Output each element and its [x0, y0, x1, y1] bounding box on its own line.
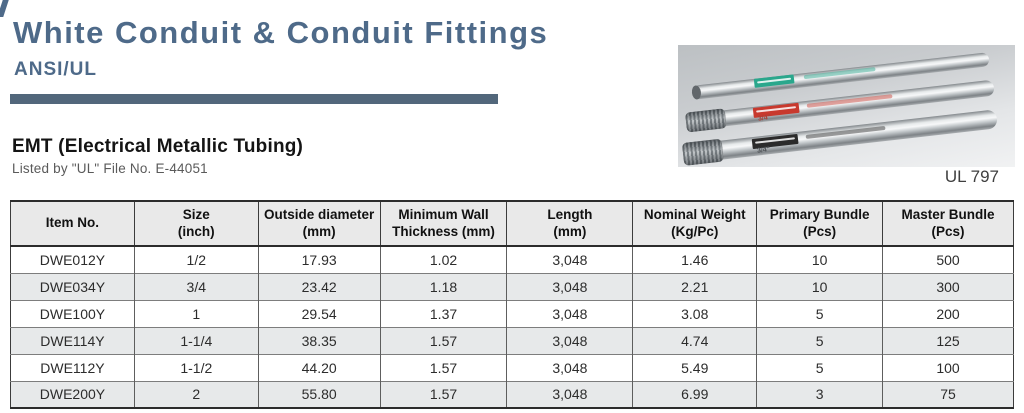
- table-cell: 1.02: [380, 246, 507, 273]
- column-header: [11, 201, 135, 246]
- table-cell: 5: [757, 354, 883, 381]
- table-cell: 75: [883, 381, 1014, 408]
- table-cell: 1: [134, 300, 258, 327]
- table-cell: 5: [757, 300, 883, 327]
- column-header-line1: Size: [182, 207, 210, 223]
- table-row: [11, 354, 1014, 381]
- table-cell: 3.08: [633, 300, 757, 327]
- table-cell: 2.21: [633, 273, 757, 300]
- table-cell: 3,048: [507, 246, 633, 273]
- table-cell: 3,048: [507, 300, 633, 327]
- column-header-line2: (inch): [177, 223, 215, 239]
- table-cell: 3,048: [507, 354, 633, 381]
- table-cell: 1-1/2: [134, 354, 258, 381]
- table-cell: 6.99: [633, 381, 757, 408]
- table-row: [11, 273, 1014, 300]
- column-header-line2: (mm): [302, 223, 336, 239]
- table-cell: 10: [757, 273, 883, 300]
- table-cell: 100: [883, 354, 1014, 381]
- ul-standard-label: UL 797: [944, 167, 999, 186]
- table-header-row: [11, 201, 1014, 246]
- table-cell: 200: [883, 300, 1014, 327]
- column-header-line2: (Kg/Pc): [671, 223, 719, 239]
- tube-label-band-teal: [754, 74, 795, 87]
- table-cell: 1.37: [380, 300, 507, 327]
- tube-print-streak: [806, 126, 886, 139]
- table-cell: 1.57: [380, 354, 507, 381]
- table-cell: 3,048: [507, 327, 633, 354]
- column-header-line1: Outside diameter: [264, 207, 375, 223]
- column-header-line2: (mm): [553, 223, 587, 239]
- table-cell: 44.20: [258, 354, 380, 381]
- tube-size-marking: 3/4": [756, 145, 771, 155]
- table-row: [11, 300, 1014, 327]
- table-cell: 1.57: [380, 381, 507, 408]
- tube-coupling: [682, 139, 724, 166]
- page-subtitle: ANSI/UL: [14, 59, 97, 80]
- section-subheading: Listed by "UL" File No. E-44051: [12, 161, 208, 176]
- table-cell: 3/4: [134, 273, 258, 300]
- table-cell: DWE112Y: [11, 354, 135, 381]
- table-cell: 1.46: [633, 246, 757, 273]
- column-header-line1: Minimum Wall: [398, 207, 489, 223]
- column-header-line1: Nominal Weight: [643, 207, 746, 223]
- emt-spec-table: [10, 200, 1014, 409]
- table-cell: 1-1/4: [134, 327, 258, 354]
- table-cell: 3,048: [507, 381, 633, 408]
- table-cell: 10: [757, 246, 883, 273]
- tube-print-streak: [807, 94, 893, 108]
- tube-open-end: [691, 85, 702, 100]
- product-photo: [678, 45, 1015, 167]
- column-header-line1: Length: [547, 207, 593, 223]
- table-cell: 1/2: [134, 246, 258, 273]
- table-cell: 300: [883, 273, 1014, 300]
- column-header: [633, 201, 757, 246]
- column-header: [134, 201, 258, 246]
- column-header: [258, 201, 380, 246]
- table-cell: 17.93: [258, 246, 380, 273]
- column-header-line1: Item No.: [45, 215, 100, 231]
- table-cell: DWE012Y: [11, 246, 135, 273]
- column-header-line2: (Pcs): [931, 223, 965, 239]
- column-header: [380, 201, 507, 246]
- title-divider-bar: [10, 94, 498, 104]
- section-heading: EMT (Electrical Metallic Tubing): [12, 136, 304, 157]
- tube-print-streak: [804, 67, 876, 79]
- table-cell: 125: [883, 327, 1014, 354]
- table-cell: 5: [757, 327, 883, 354]
- table-cell: 4.74: [633, 327, 757, 354]
- table-cell: 29.54: [258, 300, 380, 327]
- table-cell: DWE200Y: [11, 381, 135, 408]
- page-title: White Conduit & Conduit Fittings: [13, 15, 549, 50]
- column-header-line2: (Pcs): [803, 223, 837, 239]
- table-cell: 1.18: [380, 273, 507, 300]
- table-cell: DWE100Y: [11, 300, 135, 327]
- table-cell: 3,048: [507, 273, 633, 300]
- table-cell: 38.35: [258, 327, 380, 354]
- column-header-line2: Thickness (mm): [392, 223, 495, 239]
- column-header-line1: Primary Bundle: [769, 207, 870, 223]
- tube-coupling: [685, 108, 727, 132]
- column-header: [883, 201, 1014, 246]
- table-row: [11, 381, 1014, 408]
- table-cell: 1.57: [380, 327, 507, 354]
- table-cell: 500: [883, 246, 1014, 273]
- column-header: [757, 201, 883, 246]
- table-row: [11, 246, 1014, 273]
- table-cell: DWE034Y: [11, 273, 135, 300]
- table-cell: 23.42: [258, 273, 380, 300]
- column-header-line1: Master Bundle: [901, 207, 995, 223]
- table-cell: 55.80: [258, 381, 380, 408]
- table-cell: 3: [757, 381, 883, 408]
- page-corner-mark: [0, 0, 9, 17]
- table-cell: 5.49: [633, 354, 757, 381]
- column-header: [507, 201, 633, 246]
- table-cell: DWE114Y: [11, 327, 135, 354]
- tube-size-marking: 3/4": [757, 113, 772, 123]
- table-cell: 2: [134, 381, 258, 408]
- table-row: [11, 327, 1014, 354]
